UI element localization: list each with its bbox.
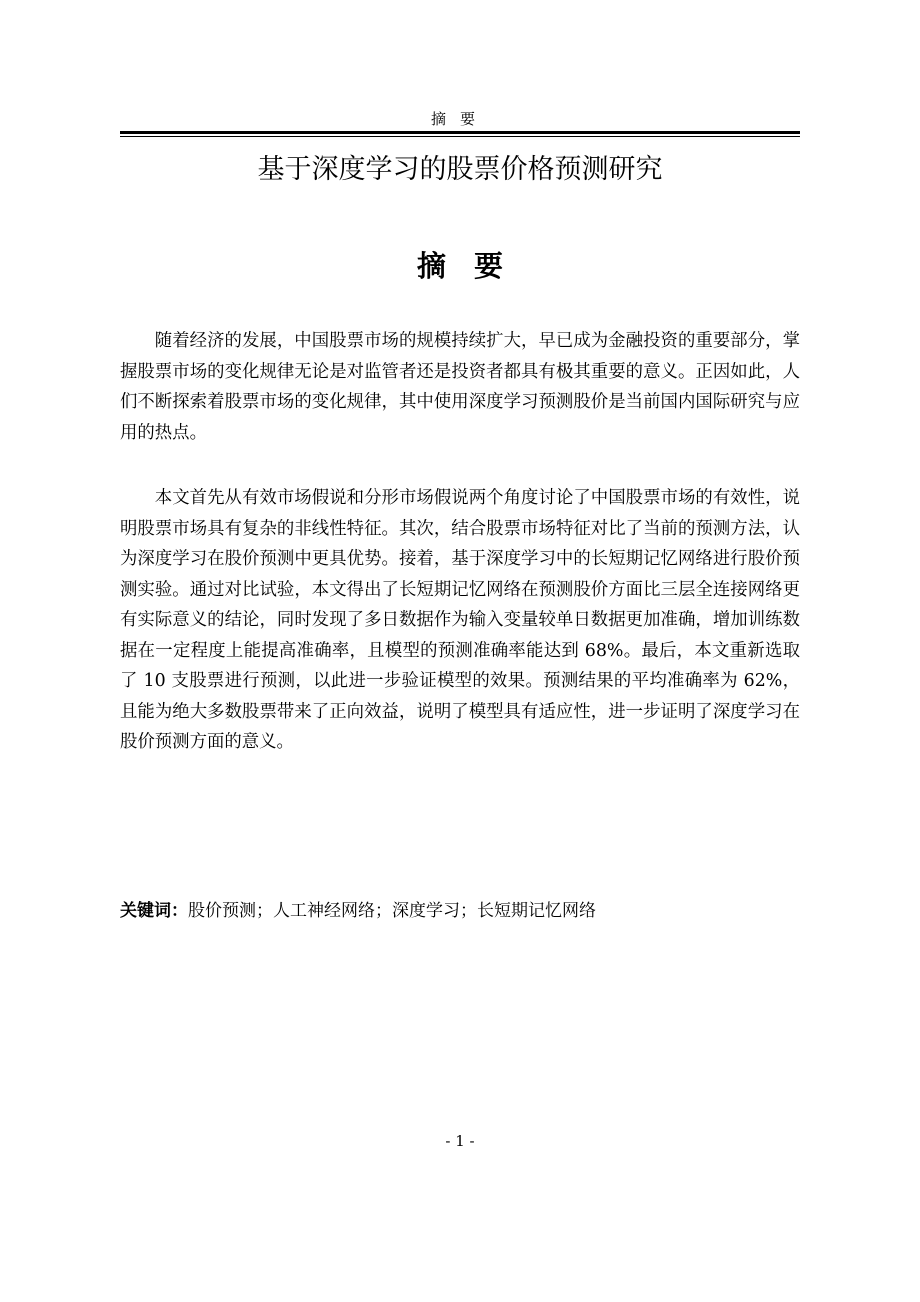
keywords-label: 关键词：: [120, 901, 188, 921]
abstract-paragraph-2: 本文首先从有效市场假说和分形市场假说两个角度讨论了中国股票市场的有效性，说明股票市场具有复杂的非线性特征。其次，结合股票市场特征对比了当前的预测方法，认为深度学习在股价预测中更具优势。接着，基于深度学习中的长短期记忆网络进行股价预测实验。通过对比试验，本文得出了长短期记忆网络在预测股价方面比三层全连接网络更有实际意义的结论，同时发现了多日数据作为输入变量较单日数据更加准确，增加训练数据在一定程度上能提高准确率，且模型的预测准确率能达到 68%。最后，本文重新选取了 10 支股票进行预测，以此进一步验证模型的效果。预测结果的平均准确率为 62%，且能为绝大多数股票带来了正向效益，说明了模型具有适应性，进一步证明了深度学习在股价预测方面的意义。: [120, 488, 800, 752]
header-double-rule: [120, 131, 800, 138]
running-header: 摘要: [430, 110, 489, 128]
abstract-paragraph-1: 随着经济的发展，中国股票市场的规模持续扩大，早已成为金融投资的重要部分，掌握股票市场的变化规律无论是对监管者还是投资者都具有极其重要的意义。正因如此，人们不断探索着股票市场的变化规律，其中使用深度学习预测股价是当前国内国际研究与应用的热点。: [120, 331, 800, 443]
abstract-heading: 摘要: [416, 249, 531, 283]
document-title: 基于深度学习的股票价格预测研究: [257, 154, 663, 185]
keywords-line: [120, 897, 800, 925]
page-number: - 1 -: [445, 1132, 475, 1150]
header-rule-thin: [120, 136, 800, 137]
header-rule-thick: [120, 131, 800, 134]
keywords-list: 股价预测；人工神经网络；深度学习；长短期记忆网络: [188, 901, 596, 921]
